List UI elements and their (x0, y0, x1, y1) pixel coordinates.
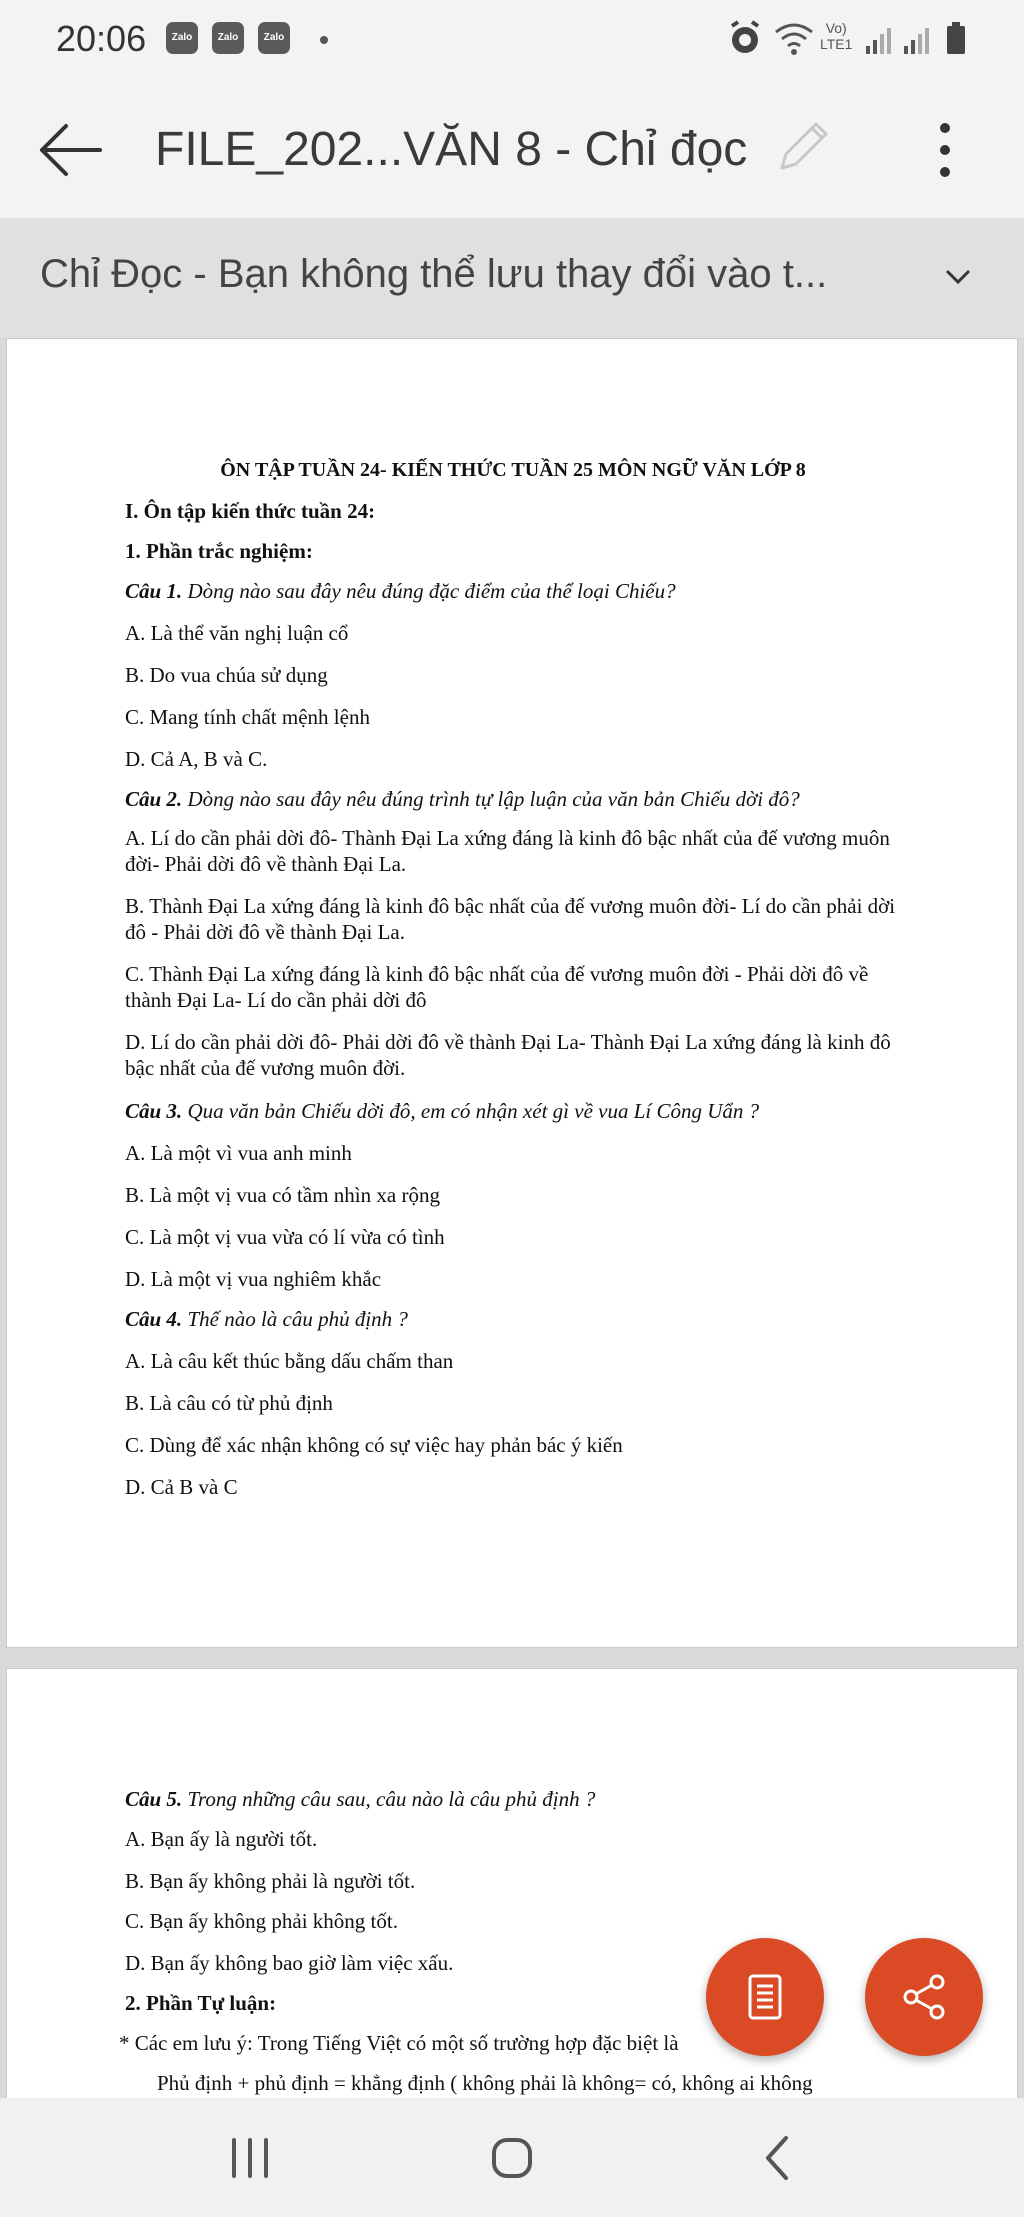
network-indicator: Vo) LTE1 (820, 20, 853, 52)
note-text: Phủ định + phủ định = khẳng định ( không phải là không= có, không ai không (157, 2071, 813, 2095)
question: Câu 1. Dòng nào sau đây nêu đúng đặc điểm của thể loại Chiếu? (125, 579, 676, 603)
alarm-icon (728, 18, 762, 58)
answer-option: B. Bạn ấy không phải là người tốt. (125, 1869, 416, 1893)
answer-option: B. Là một vị vua có tầm nhìn xa rộng (125, 1183, 440, 1207)
answer-option: B. Thành Đại La xứng đáng là kinh đô bậc nhất của đế vương muôn đời- Lí do cần phải dời đô - Phải dời đô về thành Đại La. (125, 894, 896, 944)
answer-option: A. Lí do cần phải dời đô- Thành Đại La xứng đáng là kinh đô bậc nhất của đế vương muôn đời- Phải dời đô về thành Đại La. (125, 826, 890, 876)
pencil-icon[interactable] (772, 114, 836, 178)
subsection-heading: 2. Phần Tự luận: (125, 1991, 277, 2015)
answer-option: D. Bạn ấy không bao giờ làm việc xấu. (125, 1951, 454, 1975)
answer-option: C. Dùng để xác nhận không có sự việc hay phản bác ý kiến (125, 1433, 623, 1457)
signal-icon (864, 18, 894, 58)
back-icon[interactable] (748, 2128, 808, 2188)
back-arrow-icon[interactable] (36, 120, 106, 180)
status-time: 20:06 (56, 18, 147, 59)
answer-option: A. Là một vì vua anh minh (125, 1141, 352, 1165)
answer-option: D. Cả B và C (125, 1475, 238, 1499)
answer-option: A. Là câu kết thúc bằng dấu chấm than (125, 1349, 454, 1373)
document-page (6, 338, 1018, 1648)
reading-view-button[interactable] (706, 1938, 824, 2056)
answer-option: C. Thành Đại La xứng đáng là kinh đô bậc nhất của đế vương muôn đời - Phải dời đô về thành Đại La- Lí do cần phải dời đô (125, 962, 869, 1012)
answer-option: C. Là một vị vua vừa có lí vừa có tình (125, 1225, 445, 1249)
question: Câu 4. Thế nào là câu phủ định ? (125, 1307, 408, 1331)
answer-option: B. Là câu có từ phủ định (125, 1391, 333, 1415)
subsection-heading: 1. Phần trắc nghiệm: (125, 539, 313, 563)
reading-view-icon (740, 1972, 790, 2022)
chevron-down-icon[interactable] (938, 258, 978, 298)
document-page (6, 1668, 1018, 2098)
share-button[interactable] (865, 1938, 983, 2056)
page-heading: ÔN TẬP TUẦN 24- KIẾN THỨC TUẦN 25 MÔN NGỮ VĂN LỚP 8 (220, 459, 806, 481)
document-title: FILE_202...VĂN 8 - Chỉ đọc (155, 123, 748, 176)
signal-icon (902, 18, 932, 58)
question: Câu 3. Qua văn bản Chiếu dời đô, em có nhận xét gì về vua Lí Công Uẩn ? (125, 1099, 760, 1123)
question: Câu 5. Trong những câu sau, câu nào là câu phủ định ? (125, 1787, 596, 1811)
question: Câu 2. Dòng nào sau đây nêu đúng trình tự lập luận của văn bản Chiếu dời đô? (125, 787, 800, 811)
more-vert-icon[interactable] (930, 120, 960, 180)
home-icon[interactable] (482, 2128, 542, 2188)
zalo-icon: Zalo (258, 22, 290, 54)
answer-option: C. Mang tính chất mệnh lệnh (125, 705, 370, 729)
answer-option: A. Bạn ấy là người tốt. (125, 1827, 318, 1851)
answer-option: D. Cả A, B và C. (125, 747, 268, 771)
share-icon (899, 1972, 949, 2022)
answer-option: A. Là thể văn nghị luận cổ (125, 621, 349, 645)
answer-option: B. Do vua chúa sử dụng (125, 663, 328, 687)
system-nav-bar (0, 2098, 1024, 2217)
document-viewer[interactable] (0, 338, 1024, 2098)
notification-dot (320, 36, 328, 44)
answer-option: D. Lí do cần phải dời đô- Phải dời đô về thành Đại La- Thành Đại La xứng đáng là kinh đô bậc nhất của đế vương muôn đời. (125, 1030, 891, 1080)
wifi-icon (772, 18, 816, 58)
battery-icon (944, 18, 968, 58)
banner-text: Chỉ Đọc - Bạn không thể lưu thay đổi vào t... (40, 252, 828, 296)
note-text: * Các em lưu ý: Trong Tiếng Việt có một số trường hợp đặc biệt là (119, 2031, 679, 2055)
zalo-icon: Zalo (212, 22, 244, 54)
app-bar (0, 80, 1024, 218)
read-only-banner[interactable] (0, 218, 1024, 338)
zalo-icon: Zalo (166, 22, 198, 54)
status-bar (0, 0, 1024, 80)
recent-apps-icon[interactable] (220, 2128, 280, 2188)
answer-option: D. Là một vị vua nghiêm khắc (125, 1267, 382, 1291)
section-heading: I. Ôn tập kiến thức tuần 24: (125, 499, 376, 523)
answer-option: C. Bạn ấy không phải không tốt. (125, 1909, 398, 1933)
